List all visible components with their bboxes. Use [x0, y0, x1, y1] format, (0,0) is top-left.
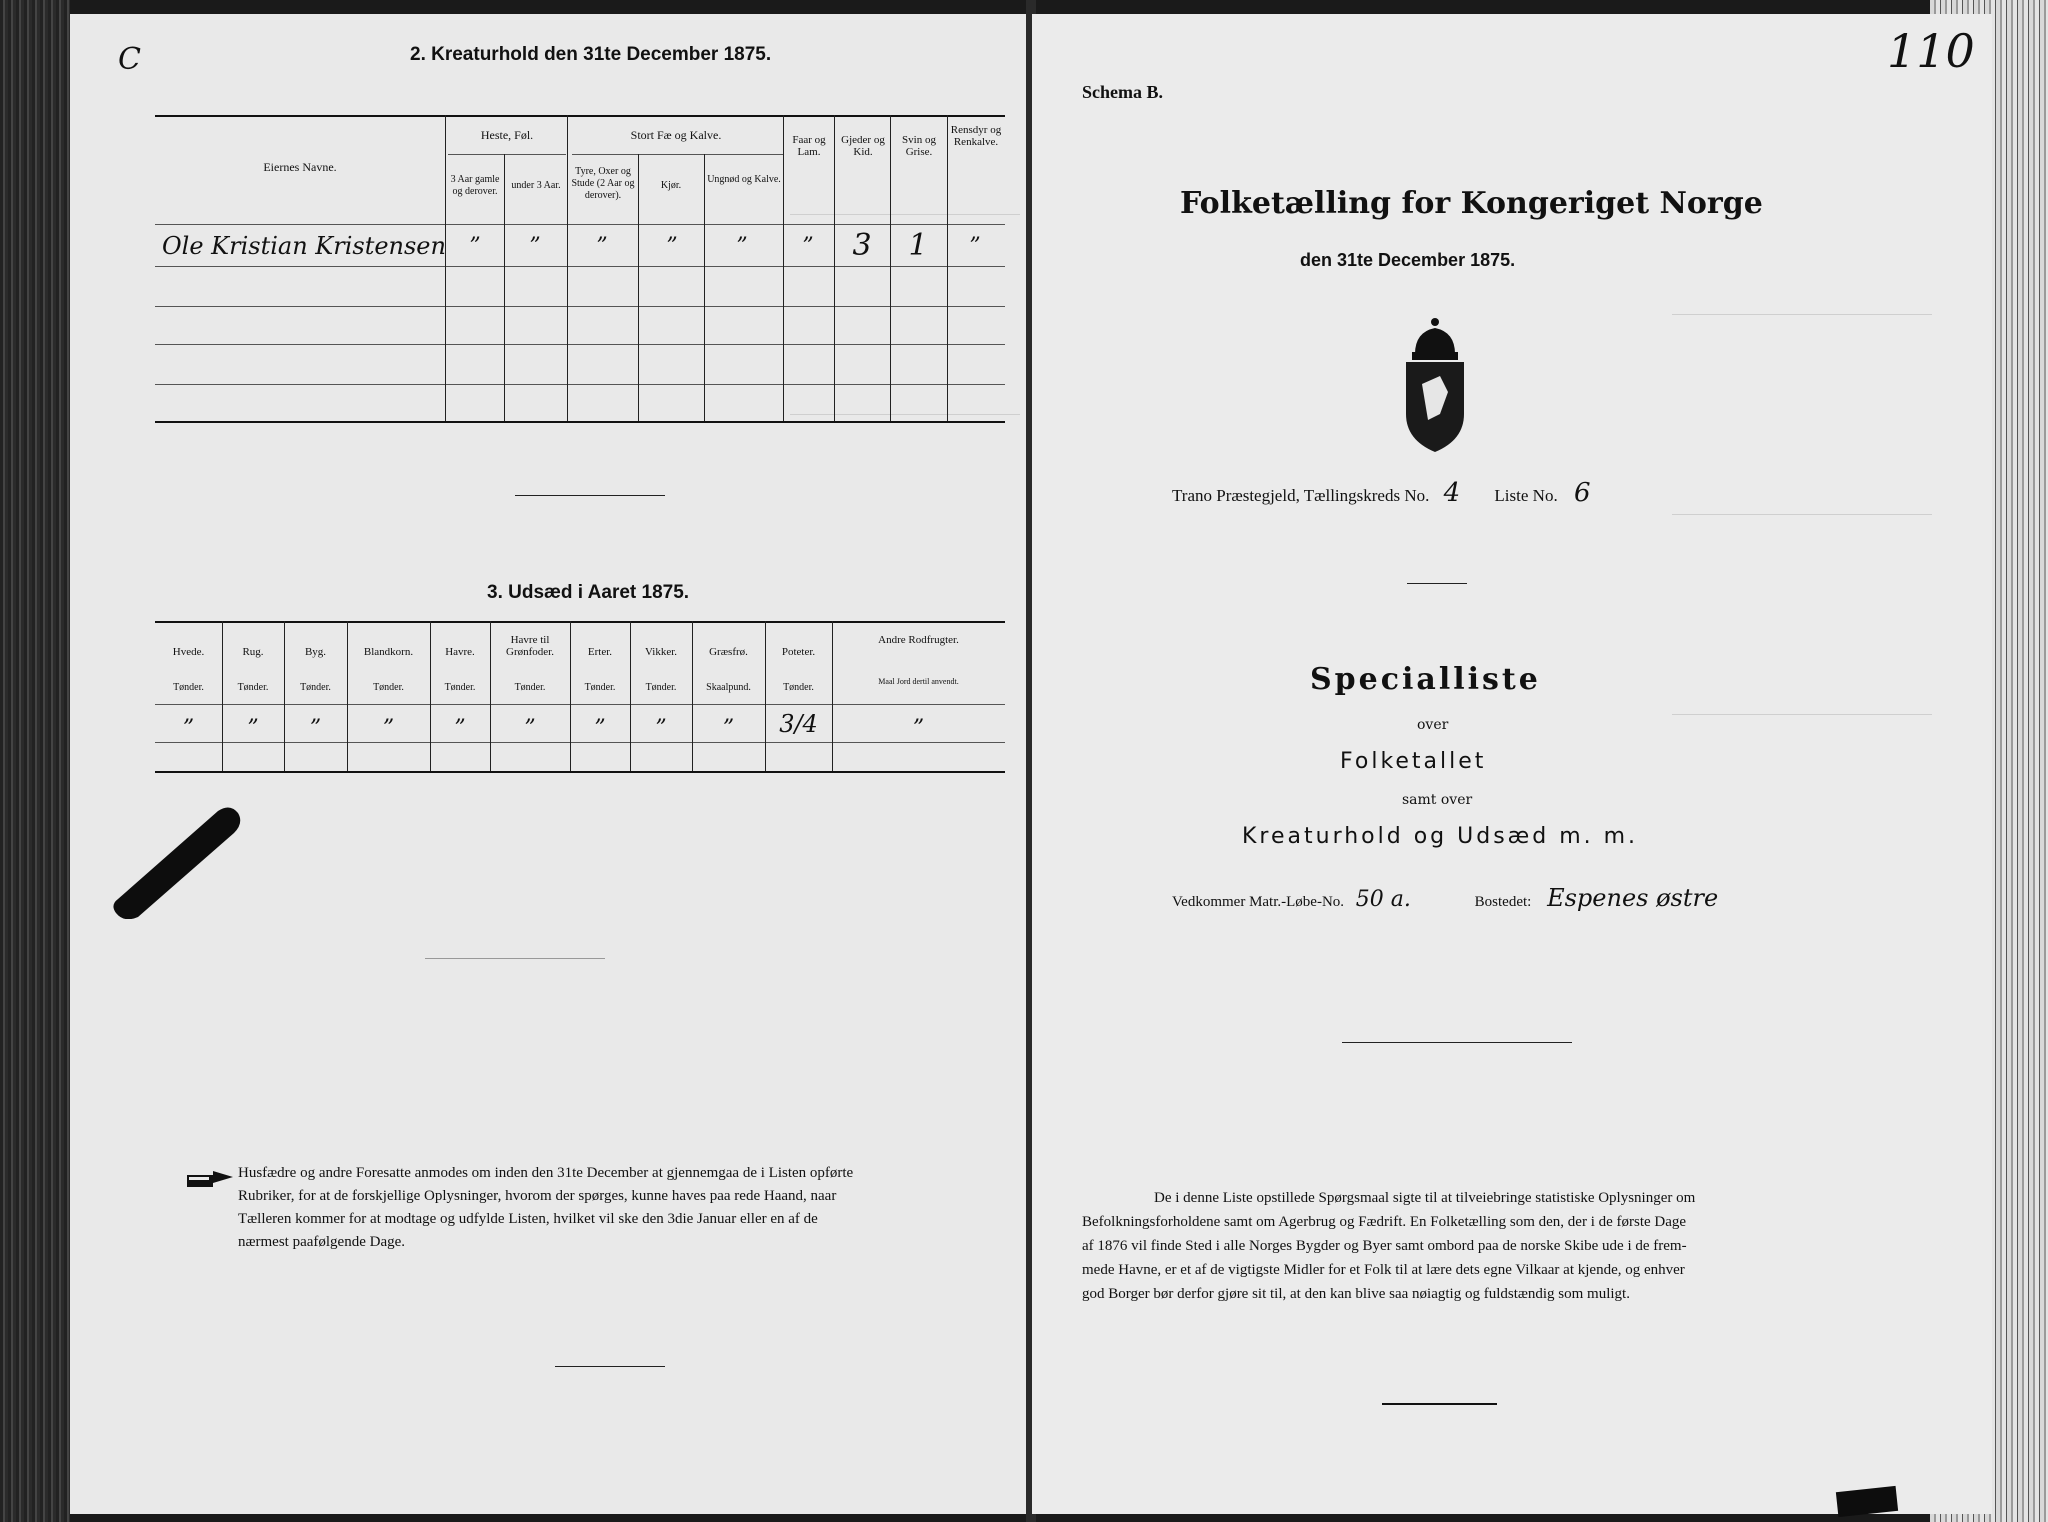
udsaed-value: ”	[655, 716, 667, 741]
matr-value: 50 a.	[1355, 887, 1411, 912]
cell-value: 1	[908, 228, 928, 263]
coat-of-arms-icon	[1400, 314, 1470, 454]
book-edge-left	[0, 0, 70, 1522]
paragraph-line: mede Havne, er et af de vigtigste Midler for et Folk til at lære dets egne Vilkaar at kjende, og enhver	[1082, 1262, 1685, 1278]
pen-object	[108, 799, 248, 919]
col-header: 3 Aar gamle og derover.	[450, 174, 500, 197]
left-page	[70, 14, 1030, 1514]
notice-line: Tælleren kommer for at modtage og udfylde Listen, hvilket vil ske den 3die Januar eller en af de	[238, 1211, 818, 1227]
samt-over-text: samt over	[1402, 792, 1473, 808]
paragraph-line: af 1876 vil finde Sted i alle Norges Bygder og Byer samt ombord paa de norske Skibe ude i de frem-	[1082, 1238, 1687, 1254]
cell-value: ”	[596, 234, 608, 259]
udsaed-col-unit: Tønder.	[173, 682, 204, 693]
kreds-number: 4	[1443, 478, 1461, 508]
udsaed-value: ”	[524, 716, 536, 741]
col-header: Svin og Grise.	[902, 134, 936, 158]
col-header: Kjør.	[660, 180, 682, 191]
udsaed-value: ”	[382, 716, 395, 741]
udsaed-value: 3/4	[779, 710, 818, 738]
district-line	[1172, 478, 1591, 508]
notice-line: nærmest paafølgende Dage.	[238, 1234, 406, 1250]
udsaed-col-header: Græsfrø.	[709, 646, 748, 658]
col-header: Faar og Lam.	[792, 134, 826, 158]
udsaed-col-header: Havre til Grønfoder.	[506, 634, 554, 658]
udsaed-col-header: Byg.	[304, 646, 327, 658]
udsaed-col-header: Andre Rodfrugter.	[878, 634, 959, 646]
paragraph-line: De i denne Liste opstillede Spørgsmaal sigte til at tilveiebringe statistiske Oplysninger om	[1154, 1190, 1696, 1206]
specialliste-heading: Specialliste	[1310, 662, 1541, 697]
udsaed-col-header: Vikker.	[644, 646, 678, 658]
paragraph-line: Befolkningsforholdene samt om Agerbrug og Fædrift. En Folketælling som den, der i de første Dage	[1082, 1214, 1687, 1230]
udsaed-value: ”	[454, 716, 466, 741]
udsaed-col-unit: Skaalpund.	[706, 682, 751, 693]
udsaed-value: ”	[722, 716, 735, 741]
udsaed-col-unit: Tønder.	[783, 682, 814, 693]
page-number: 110	[1887, 24, 1975, 78]
group-heste: Heste, Føl.	[480, 128, 534, 142]
udsaed-col-header: Havre.	[445, 646, 475, 658]
folketallet-heading: Folketallet	[1340, 749, 1487, 774]
owner-name: Ole Kristian Kristensen	[162, 232, 446, 260]
col-header: Rensdyr og Renkalve.	[950, 124, 1002, 148]
bosted-value: Espenes østre	[1547, 884, 1719, 912]
corner-mark: C	[118, 42, 141, 77]
udsaed-col-unit: Tønder.	[514, 682, 546, 693]
main-title: Folketælling for Kongeriget Norge	[1180, 186, 1763, 221]
udsaed-value: ”	[247, 716, 259, 741]
cell-value: ”	[666, 234, 678, 259]
notice-line: Rubriker, for at de forskjellige Oplysninger, hvorom der spørges, kunne haves paa rede Haand, naar	[238, 1188, 837, 1204]
udsaed-col-header: Hvede.	[172, 646, 205, 658]
col-header: Ungnød og Kalve.	[707, 174, 781, 185]
udsaed-col-unit: Maal Jord dertil anvendt.	[878, 677, 959, 686]
liste-label: Liste No.	[1494, 486, 1558, 505]
section2-title: 2. Kreaturhold den 31te December 1875.	[410, 44, 772, 65]
udsaed-col-header: Erter.	[587, 646, 613, 658]
matr-line	[1172, 884, 1718, 912]
cell-value: ”	[736, 234, 748, 259]
udsaed-value: ”	[912, 716, 925, 741]
bosted-label: Bostedet:	[1474, 894, 1532, 910]
notice-line: Husfædre og andre Foresatte anmodes om inden den 31te December at gjennemgaa de i Listen opførte	[238, 1165, 854, 1181]
col-header: under 3 Aar.	[511, 180, 561, 191]
pointing-hand-icon	[185, 1169, 235, 1191]
udsaed-col-unit: Tønder.	[237, 682, 269, 693]
udsaed-col-unit: Tønder.	[444, 682, 476, 693]
udsaed-col-header: Poteter.	[781, 646, 816, 658]
liste-number: 6	[1573, 478, 1591, 508]
udsaed-col-unit: Tønder.	[584, 682, 616, 693]
cell-value: ”	[969, 234, 981, 259]
udsaed-col-unit: Tønder.	[300, 682, 331, 693]
over-text: over	[1417, 717, 1449, 733]
cell-value: ”	[802, 234, 814, 259]
udsaed-col-header: Blandkorn.	[363, 646, 414, 658]
udsaed-col-unit: Tønder.	[373, 682, 404, 693]
info-paragraph	[1082, 1186, 1962, 1306]
binding-clip	[1836, 1486, 1898, 1517]
cell-value: 3	[852, 228, 872, 263]
paragraph-line: god Borger bør derfor gjøre sit til, at den kan blive saa nøiagtig og fuldstændig som muligt.	[1082, 1286, 1630, 1302]
owner-header: Eiernes Navne.	[263, 160, 337, 174]
kreaturhold-heading: Kreaturhold og Udsæd m. m.	[1242, 824, 1639, 849]
udsaed-col-unit: Tønder.	[645, 682, 677, 693]
udsaed-value: ”	[182, 716, 195, 741]
matr-label: Vedkommer Matr.-Løbe-No.	[1172, 894, 1345, 910]
cell-value: ”	[529, 234, 541, 259]
col-header: Tyre, Oxer og Stude (2 Aar og derover).	[571, 166, 635, 201]
udsaed-col-header: Rug.	[242, 646, 264, 658]
udsaed-value: ”	[309, 716, 322, 741]
udsaed-value: ”	[594, 716, 606, 741]
group-stort: Stort Fæ og Kalve.	[630, 128, 722, 142]
section3-title: 3. Udsæd i Aaret 1875.	[487, 582, 690, 603]
col-header: Gjeder og Kid.	[841, 134, 885, 158]
right-page	[1032, 14, 1992, 1514]
schema-label: Schema B.	[1082, 82, 1163, 102]
district-label: Trano Præstegjeld, Tællingskreds No.	[1172, 486, 1430, 505]
cell-value: ”	[469, 234, 481, 259]
notice-text	[238, 1162, 1008, 1254]
date-line: den 31te December 1875.	[1300, 250, 1516, 270]
